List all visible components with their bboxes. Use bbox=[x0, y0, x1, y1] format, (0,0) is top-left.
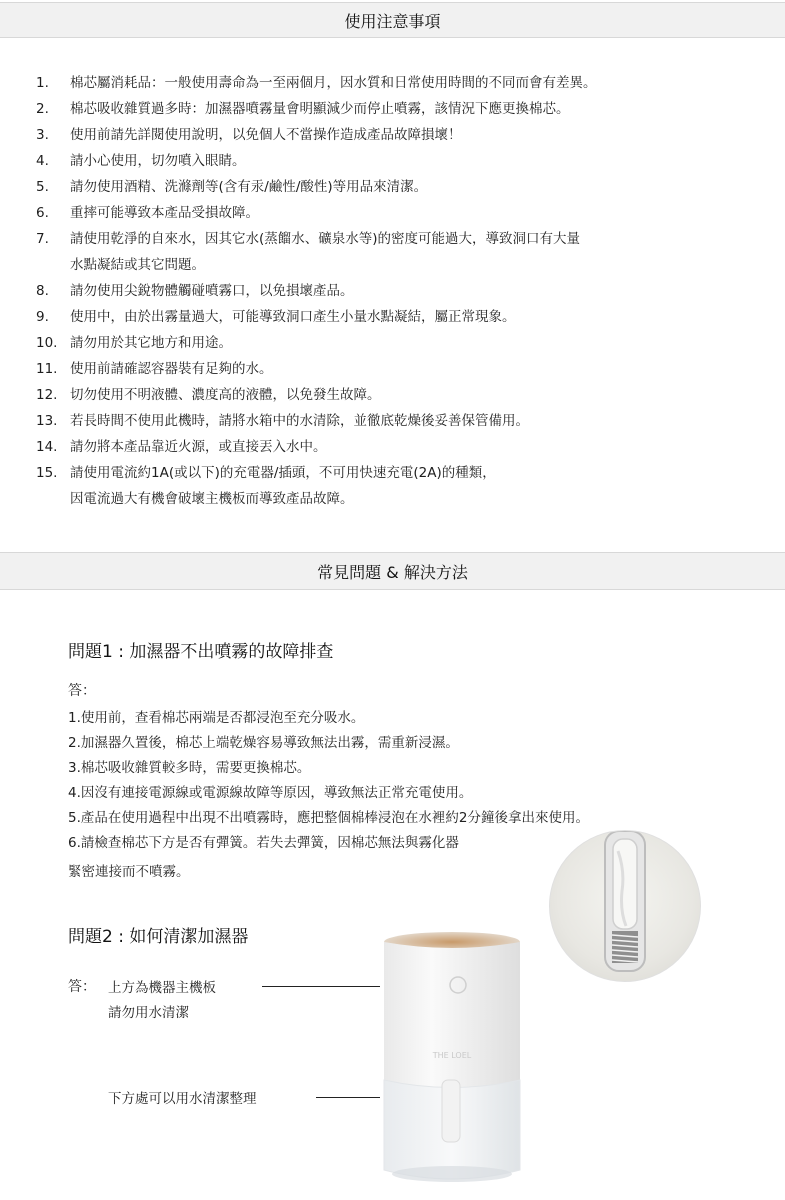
list-item-number: 7. bbox=[36, 231, 49, 247]
list-item: 3.棉芯吸收雜質較多時，需要更換棉芯。 bbox=[68, 760, 311, 776]
list-item-text bbox=[70, 460, 756, 512]
list-item-number: 15. bbox=[36, 465, 58, 481]
question-1-title: 問題1 : 加濕器不出噴霧的故障排查 bbox=[68, 642, 334, 662]
list-item-text bbox=[70, 70, 756, 96]
list-item bbox=[36, 200, 756, 226]
list-item-number: 14. bbox=[36, 439, 58, 455]
wick-closeup-image bbox=[549, 830, 701, 982]
usage-notes-list bbox=[36, 70, 756, 512]
list-item bbox=[36, 278, 756, 304]
list-item-text bbox=[70, 434, 756, 460]
list-item bbox=[36, 226, 756, 278]
list-item-text bbox=[70, 278, 756, 304]
answer-label: 答： bbox=[68, 979, 96, 995]
list-item-number: 5. bbox=[36, 179, 49, 195]
callout-leader-line bbox=[262, 986, 380, 987]
section-title: 常見問題 & 解決方法 bbox=[317, 562, 468, 582]
list-item-text bbox=[70, 148, 756, 174]
list-item-line: 切勿使用不明液體、濃度高的液體，以免發生故障。 bbox=[70, 387, 381, 403]
list-item-number: 2. bbox=[36, 101, 49, 117]
callout-top-label: 上方為機器主機板 bbox=[108, 980, 216, 996]
list-item-number: 1. bbox=[36, 75, 49, 91]
list-item-number: 12. bbox=[36, 387, 58, 403]
list-item-line: 水點凝結或其它問題。 bbox=[70, 257, 205, 273]
list-item-line: 使用中，由於出霧量過大，可能導致洞口產生小量水點凝結，屬正常現象。 bbox=[70, 309, 516, 325]
callout-top-note: 請勿用水清潔 bbox=[108, 1005, 189, 1021]
list-item-text bbox=[70, 96, 756, 122]
answer-label: 答： bbox=[68, 683, 96, 699]
list-item-text bbox=[70, 226, 756, 278]
list-item-line: 重摔可能導致本產品受損故障。 bbox=[70, 205, 259, 221]
list-item-text bbox=[70, 200, 756, 226]
list-item-line: 請小心使用，切勿噴入眼睛。 bbox=[70, 153, 246, 169]
question-2-title: 問題2 : 如何清潔加濕器 bbox=[68, 927, 249, 947]
list-item-text bbox=[70, 122, 756, 148]
list-item-text bbox=[70, 356, 756, 382]
list-item-number: 9. bbox=[36, 309, 49, 325]
list-item bbox=[36, 148, 756, 174]
wick-spring-icon bbox=[550, 831, 700, 981]
list-item-line: 請使用乾淨的自來水，因其它水(蒸餾水、礦泉水等)的密度可能過大，導致洞口有大量 bbox=[70, 231, 581, 247]
list-item-line: 請使用電流約1A(或以下)的充電器/插頭，不可用快速充電(2A)的種類， bbox=[70, 465, 496, 481]
list-item-text bbox=[70, 330, 756, 356]
list-item bbox=[36, 70, 756, 96]
list-item bbox=[36, 96, 756, 122]
list-item bbox=[36, 382, 756, 408]
section-title: 使用注意事項 bbox=[344, 11, 441, 31]
list-item-number: 10. bbox=[36, 335, 58, 351]
list-item-line: 請勿使用酒精、洗滌劑等(含有汞/鹼性/酸性)等用品來清潔。 bbox=[70, 179, 428, 195]
list-item-line: 棉芯吸收雜質過多時：加濕器噴霧量會明顯減少而停止噴霧，該情況下應更換棉芯。 bbox=[70, 101, 570, 117]
list-item-continuation: 緊密連接而不噴霧。 bbox=[68, 864, 190, 880]
list-item: 5.產品在使用過程中出現不出噴霧時，應把整個棉棒浸泡在水裡約2分鐘後拿出來使用。 bbox=[68, 810, 589, 826]
list-item-line: 使用前請先詳閱使用說明，以免個人不當操作造成產品故障損壞！ bbox=[70, 127, 462, 143]
list-item-line: 請勿將本產品靠近火源，或直接丟入水中。 bbox=[70, 439, 327, 455]
list-item-number: 3. bbox=[36, 127, 49, 143]
list-item-number: 11. bbox=[36, 361, 58, 377]
list-item-line: 棉芯屬消耗品：一般使用壽命為一至兩個月，因水質和日常使用時間的不同而會有差異。 bbox=[70, 75, 597, 91]
list-item-line: 因電流過大有機會破壞主機板而導致產品故障。 bbox=[70, 491, 354, 507]
list-item: 2.加濕器久置後，棉芯上端乾燥容易導致無法出霧，需重新浸濕。 bbox=[68, 735, 459, 751]
list-item-text bbox=[70, 304, 756, 330]
question-1-answer-list bbox=[68, 706, 589, 856]
list-item-line: 使用前請確認容器裝有足夠的水。 bbox=[70, 361, 273, 377]
list-item: 4.因沒有連接電源線或電源線故障等原因，導致無法正常充電使用。 bbox=[68, 785, 473, 801]
list-item-number: 4. bbox=[36, 153, 49, 169]
section-header-usage-notes bbox=[0, 2, 785, 38]
list-item-text bbox=[70, 382, 756, 408]
list-item-line: 請勿使用尖銳物體觸碰噴霧口，以免損壞產品。 bbox=[70, 283, 354, 299]
list-item-line: 請勿用於其它地方和用途。 bbox=[70, 335, 232, 351]
list-item bbox=[36, 174, 756, 200]
list-item bbox=[36, 408, 756, 434]
list-item-text bbox=[70, 408, 756, 434]
list-item-number: 6. bbox=[36, 205, 49, 221]
list-item bbox=[36, 122, 756, 148]
list-item bbox=[36, 460, 756, 512]
list-item-text bbox=[70, 174, 756, 200]
callout-bottom-label: 下方處可以用水清潔整理 bbox=[108, 1091, 257, 1107]
list-item-line: 若長時間不使用此機時，請將水箱中的水清除，並徹底乾燥後妥善保管備用。 bbox=[70, 413, 529, 429]
list-item-number: 8. bbox=[36, 283, 49, 299]
list-item: 1.使用前，查看棉芯兩端是否都浸泡至充分吸水。 bbox=[68, 710, 365, 726]
section-header-faq bbox=[0, 552, 785, 590]
list-item-number: 13. bbox=[36, 413, 58, 429]
list-item bbox=[36, 330, 756, 356]
humidifier-image bbox=[380, 930, 525, 1185]
list-item bbox=[36, 356, 756, 382]
list-item: 6.請檢查棉芯下方是否有彈簧。若失去彈簧，因棉芯無法與霧化器 bbox=[68, 835, 459, 851]
list-item bbox=[36, 434, 756, 460]
brand-logo: THE LOEL bbox=[432, 1051, 472, 1060]
callout-leader-line bbox=[316, 1097, 380, 1098]
list-item bbox=[36, 304, 756, 330]
